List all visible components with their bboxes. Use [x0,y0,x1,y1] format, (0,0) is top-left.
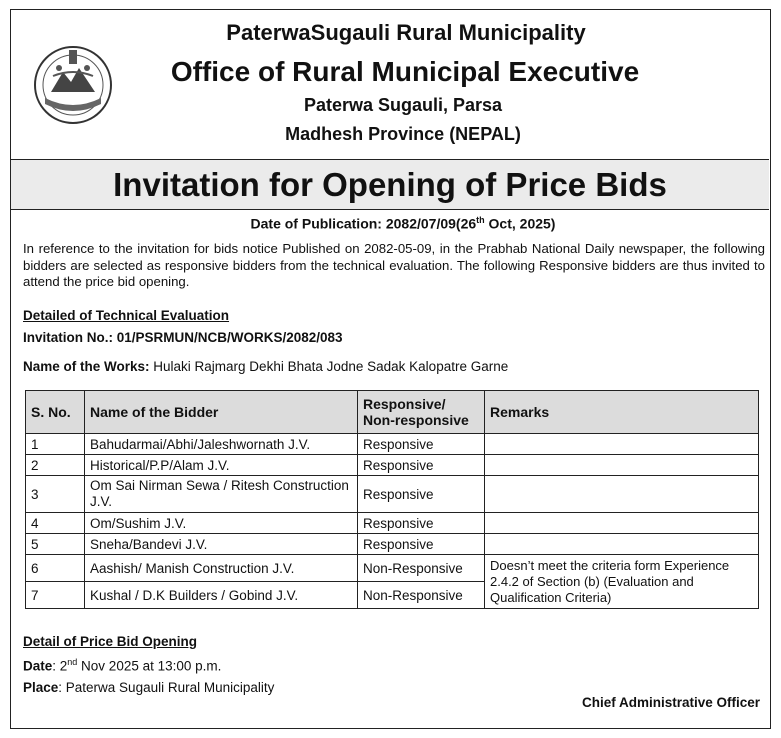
table-row [26,476,759,513]
bidder-cell: Historical/P.P/Alam J.V. [85,455,358,476]
date-prefix: : 2 [52,658,68,674]
bidder-cell: Sneha/Bandevi J.V. [85,534,358,555]
remarks-cell [485,476,759,513]
sn-cell: 7 [26,582,85,609]
remarks-cell [485,534,759,555]
header-bidder: Name of the Bidder [85,391,358,434]
sn-cell: 2 [26,455,85,476]
sn-cell: 6 [26,555,85,582]
table-row [26,455,759,476]
status-cell: Responsive [358,434,485,455]
technical-evaluation-heading: Detailed of Technical Evaluation [23,308,230,323]
table-row [26,534,759,555]
status-cell: Responsive [358,513,485,534]
header [11,10,769,158]
bidder-cell: Bahudarmai/Abhi/Jaleshwornath J.V. [85,434,358,455]
table-row [26,555,759,582]
works-name [23,359,508,374]
price-bid-heading: Detail of Price Bid Opening [23,634,198,649]
sn-cell: 4 [26,513,85,534]
remarks-cell [485,513,759,534]
table-row [26,434,759,455]
header-remarks: Remarks [485,391,759,434]
sn-cell: 5 [26,534,85,555]
bidder-cell: Kushal / D.K Builders / Gobind J.V. [85,582,358,609]
sn-cell: 1 [26,434,85,455]
bidder-cell: Om Sai Nirman Sewa / Ritesh Construction J.V. [85,476,358,513]
header-sn: S. No. [26,391,85,434]
notice-frame [10,9,771,729]
office-address: Paterwa Sugauli, Parsa [303,95,503,115]
office-name: Office of Rural Municipal Executive [170,56,640,87]
table-header-row [26,391,759,434]
province: Madhesh Province (NEPAL) [285,124,521,144]
price-bid-place [23,680,274,695]
remarks-cell [485,434,759,455]
status-cell: Responsive [358,476,485,513]
date-sup: nd [67,657,78,667]
notice-title: Invitation for Opening of Price Bids [11,159,769,210]
remarks-cell: Doesn’t meet the criteria form Experience 2.4.2 of Section (b) (Evaluation and Qualification Criteria) [485,555,759,609]
status-cell: Non-Responsive [358,582,485,609]
bidder-cell: Aashish/ Manish Construction J.V. [85,555,358,582]
status-cell: Responsive [358,455,485,476]
intro-paragraph: In reference to the invitation for bids notice Published on 2082-05-09, in the Prabhab National Daily newspaper, the following bidders are selected as responsive bidders from the technical evaluation. The following Responsive bidders are thus invited to attend the price bid opening. [23,241,765,289]
works-label: Name of the Works: [23,359,150,374]
municipality-name: PaterwaSugauli Rural Municipality [226,20,586,45]
table-row [26,513,759,534]
price-bid-date [23,657,221,674]
sn-cell: 3 [26,476,85,513]
status-cell: Non-Responsive [358,555,485,582]
date-suffix: Nov 2025 at 13:00 p.m. [77,658,222,674]
publication-date [11,215,781,232]
publication-date-prefix: Date of Publication: 2082/07/09(26 [250,215,477,232]
bidder-cell: Om/Sushim J.V. [85,513,358,534]
signature-title: Chief Administrative Officer [581,695,760,710]
works-value: Hulaki Rajmarg Dekhi Bhata Jodne Sadak Kalopatre Garne [149,359,509,374]
place-label: Place [23,680,59,695]
remarks-cell [485,455,759,476]
place-value: : Paterwa Sugauli Rural Municipality [58,680,275,695]
header-status: Responsive/ Non-responsive [358,391,485,434]
invitation-number: Invitation No.: 01/PSRMUN/NCB/WORKS/2082/083 [23,330,343,345]
publication-date-sup: th [476,215,485,225]
publication-date-suffix: Oct, 2025) [484,215,556,232]
date-label: Date [23,658,53,674]
bidders-table [25,390,759,609]
status-cell: Responsive [358,534,485,555]
